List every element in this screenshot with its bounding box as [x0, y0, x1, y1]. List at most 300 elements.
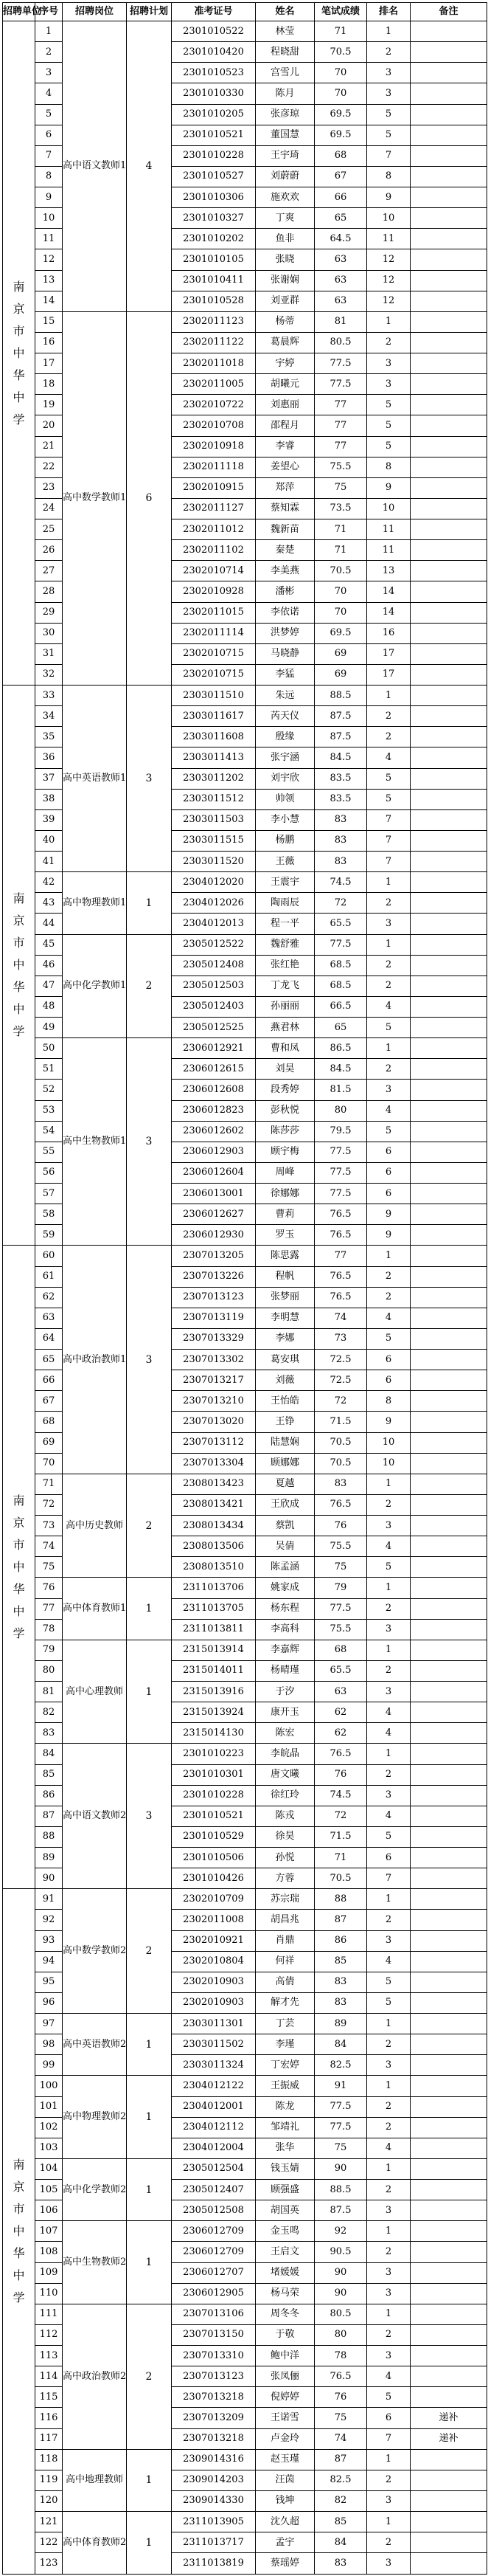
- ticket-cell: 2307013302: [172, 1350, 256, 1370]
- ticket-cell: 2302010715: [172, 643, 256, 664]
- score-cell: 82.5: [315, 2055, 367, 2076]
- name-cell: 李美燕: [256, 561, 315, 581]
- rank-cell: 1: [367, 1744, 411, 1764]
- rank-cell: 5: [367, 1121, 411, 1142]
- index-cell: 94: [35, 1951, 63, 1972]
- remark-cell: [411, 1370, 487, 1391]
- index-cell: 10: [35, 208, 63, 229]
- remark-cell: [411, 477, 487, 498]
- rank-cell: 2: [367, 2324, 411, 2345]
- ticket-cell: 2306012903: [172, 1142, 256, 1162]
- score-cell: 83: [315, 2553, 367, 2575]
- score-cell: 70.5: [315, 1868, 367, 1889]
- score-cell: 63: [315, 1682, 367, 1702]
- rank-cell: 2: [367, 1266, 411, 1287]
- name-cell: 刘蔚蔚: [256, 166, 315, 187]
- index-cell: 117: [35, 2428, 63, 2449]
- unit-cell: 南 京 市 中 华 中 学: [3, 686, 35, 1246]
- score-cell: 74.5: [315, 1785, 367, 1806]
- rank-cell: 12: [367, 249, 411, 270]
- plan-cell: 1: [127, 2449, 172, 2511]
- score-cell: 79.5: [315, 1121, 367, 1142]
- index-cell: 88: [35, 1826, 63, 1847]
- remark-cell: [411, 166, 487, 187]
- rank-cell: 2: [367, 2096, 411, 2117]
- table-row: [3, 2304, 487, 2324]
- remark-cell: [411, 311, 487, 332]
- rank-cell: 1: [367, 1038, 411, 1059]
- rank-cell: 3: [367, 83, 411, 104]
- ticket-cell: 2315013916: [172, 1682, 256, 1702]
- ticket-cell: 2311013706: [172, 1578, 256, 1598]
- index-cell: 40: [35, 830, 63, 851]
- ticket-cell: 2307013217: [172, 1370, 256, 1391]
- index-cell: 49: [35, 1018, 63, 1038]
- ticket-cell: 2302011127: [172, 498, 256, 519]
- position-cell: 高中英语教师1: [63, 686, 127, 872]
- remark-cell: [411, 1910, 487, 1930]
- ticket-cell: 2306012905: [172, 2283, 256, 2304]
- score-cell: 80.5: [315, 332, 367, 353]
- name-cell: 丁宏婷: [256, 2055, 315, 2076]
- score-cell: 70.5: [315, 1432, 367, 1453]
- score-cell: 83: [315, 809, 367, 830]
- rank-cell: 4: [367, 1806, 411, 1826]
- name-cell: 张宇涵: [256, 747, 315, 768]
- header-index: 序号: [35, 3, 63, 21]
- name-cell: 鱼非: [256, 229, 315, 249]
- score-cell: 76.5: [315, 1266, 367, 1287]
- rank-cell: 3: [367, 2553, 411, 2575]
- table-row: [3, 2449, 487, 2470]
- rank-cell: 5: [367, 125, 411, 145]
- rank-cell: 7: [367, 145, 411, 166]
- index-cell: 71: [35, 1474, 63, 1494]
- position-cell: 高中地理教师: [63, 2449, 127, 2511]
- score-cell: 69.5: [315, 104, 367, 125]
- score-cell: 76.5: [315, 2366, 367, 2387]
- remark-cell: [411, 540, 487, 561]
- index-cell: 89: [35, 1848, 63, 1868]
- name-cell: 张凤俪: [256, 2366, 315, 2387]
- remark-cell: [411, 1848, 487, 1868]
- position-cell: 高中数学教师2: [63, 1889, 127, 2014]
- score-cell: 84: [315, 2034, 367, 2055]
- index-cell: 109: [35, 2262, 63, 2283]
- index-cell: 81: [35, 1682, 63, 1702]
- score-cell: 75.5: [315, 1536, 367, 1557]
- name-cell: 赵玉瑾: [256, 2449, 315, 2470]
- rank-cell: 5: [367, 104, 411, 125]
- name-cell: 顾宇梅: [256, 1142, 315, 1162]
- ticket-cell: 2315014011: [172, 1660, 256, 1681]
- score-cell: 70.5: [315, 1453, 367, 1474]
- score-cell: 71: [315, 519, 367, 540]
- name-cell: 杨晴瑾: [256, 1660, 315, 1681]
- score-cell: 72: [315, 1391, 367, 1412]
- index-cell: 39: [35, 809, 63, 830]
- rank-cell: 9: [367, 1204, 411, 1225]
- remark-cell: [411, 457, 487, 477]
- score-cell: 70: [315, 581, 367, 602]
- score-cell: 77: [315, 415, 367, 436]
- rank-cell: 11: [367, 519, 411, 540]
- index-cell: 118: [35, 2449, 63, 2470]
- remark-cell: [411, 436, 487, 457]
- index-cell: 33: [35, 686, 63, 706]
- remark-cell: [411, 623, 487, 643]
- remark-cell: [411, 2304, 487, 2324]
- position-cell: 高中物理教师2: [63, 2076, 127, 2159]
- index-cell: 5: [35, 104, 63, 125]
- remark-cell: [411, 686, 487, 706]
- remark-cell: [411, 2221, 487, 2242]
- index-cell: 34: [35, 706, 63, 727]
- index-cell: 68: [35, 1412, 63, 1432]
- index-cell: 86: [35, 1785, 63, 1806]
- ticket-cell: 2301010306: [172, 187, 256, 208]
- index-cell: 83: [35, 1723, 63, 1744]
- score-cell: 83: [315, 1972, 367, 1992]
- ticket-cell: 2307013205: [172, 1246, 256, 1266]
- table-row: [3, 2076, 487, 2096]
- table-row: [3, 934, 487, 955]
- table-row: [3, 1640, 487, 1660]
- ticket-cell: 2307013123: [172, 1287, 256, 1308]
- score-cell: 90: [315, 2158, 367, 2179]
- score-cell: 80: [315, 2324, 367, 2345]
- rank-cell: 2: [367, 42, 411, 63]
- remark-cell: [411, 768, 487, 789]
- position-cell: 高中政治教师1: [63, 1246, 127, 1474]
- ticket-cell: 2307013119: [172, 1308, 256, 1328]
- rank-cell: 2: [367, 1764, 411, 1785]
- ticket-cell: 2308013510: [172, 1557, 256, 1578]
- index-cell: 72: [35, 1494, 63, 1515]
- ticket-cell: 2302011123: [172, 311, 256, 332]
- score-cell: 75: [315, 477, 367, 498]
- table-row: [3, 21, 487, 42]
- ticket-cell: 2306012615: [172, 1059, 256, 1080]
- remark-cell: [411, 1744, 487, 1764]
- rank-cell: 3: [367, 1930, 411, 1951]
- rank-cell: 5: [367, 415, 411, 436]
- score-cell: 80.5: [315, 2304, 367, 2324]
- index-cell: 32: [35, 664, 63, 685]
- index-cell: 42: [35, 872, 63, 893]
- score-cell: 89: [315, 2014, 367, 2034]
- remark-cell: [411, 2387, 487, 2408]
- header-row: [3, 3, 487, 21]
- rank-cell: 5: [367, 1992, 411, 2013]
- plan-cell: 1: [127, 2158, 172, 2220]
- score-cell: 82.5: [315, 2470, 367, 2490]
- ticket-cell: 2307013123: [172, 2366, 256, 2387]
- index-cell: 61: [35, 1266, 63, 1287]
- ticket-cell: 2302010722: [172, 395, 256, 415]
- index-cell: 43: [35, 893, 63, 914]
- score-cell: 72.5: [315, 1350, 367, 1370]
- name-cell: 陶雨辰: [256, 893, 315, 914]
- ticket-cell: 2302010928: [172, 581, 256, 602]
- ticket-cell: 2307013209: [172, 2408, 256, 2428]
- index-cell: 3: [35, 63, 63, 83]
- rank-cell: 3: [367, 374, 411, 395]
- name-cell: 王薇: [256, 852, 315, 872]
- position-cell: 高中生物教师1: [63, 1038, 127, 1246]
- index-cell: 87: [35, 1806, 63, 1826]
- remark-cell: [411, 1350, 487, 1370]
- table-row: [3, 2158, 487, 2179]
- score-cell: 78: [315, 2346, 367, 2366]
- name-cell: 林莹: [256, 21, 315, 42]
- name-cell: 蔡凯: [256, 1516, 315, 1536]
- rank-cell: 6: [367, 2408, 411, 2428]
- rank-cell: 3: [367, 2200, 411, 2221]
- rank-cell: 8: [367, 166, 411, 187]
- index-cell: 53: [35, 1100, 63, 1121]
- rank-cell: 2: [367, 1598, 411, 1619]
- index-cell: 2: [35, 42, 63, 63]
- name-cell: 丁爽: [256, 208, 315, 229]
- index-cell: 119: [35, 2470, 63, 2490]
- plan-cell: 1: [127, 2221, 172, 2304]
- ticket-cell: 2303011515: [172, 830, 256, 851]
- name-cell: 李高科: [256, 1619, 315, 1640]
- table-row: [3, 311, 487, 332]
- index-cell: 74: [35, 1536, 63, 1557]
- ticket-cell: 2302011122: [172, 332, 256, 353]
- ticket-cell: 2305012408: [172, 955, 256, 976]
- index-cell: 1: [35, 21, 63, 42]
- name-cell: 曹莉: [256, 1204, 315, 1225]
- score-cell: 66: [315, 187, 367, 208]
- remark-cell: [411, 2076, 487, 2096]
- ticket-cell: 2304012020: [172, 872, 256, 893]
- rank-cell: 1: [367, 21, 411, 42]
- ticket-cell: 2309014316: [172, 2449, 256, 2470]
- ticket-cell: 2305012407: [172, 2180, 256, 2200]
- rank-cell: 7: [367, 852, 411, 872]
- index-cell: 77: [35, 1598, 63, 1619]
- name-cell: 陈孟涵: [256, 1557, 315, 1578]
- score-cell: 65.5: [315, 1660, 367, 1681]
- plan-cell: 1: [127, 1578, 172, 1640]
- position-cell: 高中英语教师2: [63, 2014, 127, 2076]
- ticket-cell: 2302011018: [172, 353, 256, 374]
- ticket-cell: 2307013112: [172, 1432, 256, 1453]
- name-cell: 葛安琪: [256, 1350, 315, 1370]
- name-cell: 刘宇欣: [256, 768, 315, 789]
- ticket-cell: 2301010527: [172, 166, 256, 187]
- score-cell: 83: [315, 830, 367, 851]
- position-cell: 高中历史教师: [63, 1474, 127, 1578]
- score-cell: 92: [315, 2221, 367, 2242]
- rank-cell: 4: [367, 1536, 411, 1557]
- ticket-cell: 2303011502: [172, 2034, 256, 2055]
- ticket-cell: 2307013218: [172, 2428, 256, 2449]
- name-cell: 沈久超: [256, 2512, 315, 2532]
- name-cell: 李嘉辉: [256, 1640, 315, 1660]
- ticket-cell: 2301010301: [172, 1764, 256, 1785]
- index-cell: 62: [35, 1287, 63, 1308]
- ticket-cell: 2302011008: [172, 1910, 256, 1930]
- index-cell: 102: [35, 2117, 63, 2138]
- score-cell: 72: [315, 893, 367, 914]
- ticket-cell: 2306012602: [172, 1121, 256, 1142]
- remark-cell: [411, 809, 487, 830]
- rank-cell: 11: [367, 540, 411, 561]
- index-cell: 38: [35, 789, 63, 809]
- table-row: [3, 2512, 487, 2532]
- rank-cell: 2: [367, 2532, 411, 2553]
- remark-cell: [411, 2512, 487, 2532]
- score-cell: 86: [315, 1930, 367, 1951]
- score-cell: 62: [315, 1702, 367, 1723]
- remark-cell: [411, 1080, 487, 1100]
- score-cell: 76: [315, 1516, 367, 1536]
- index-cell: 112: [35, 2324, 63, 2345]
- index-cell: 58: [35, 1204, 63, 1225]
- score-cell: 91: [315, 2076, 367, 2096]
- name-cell: 魏新苗: [256, 519, 315, 540]
- remark-cell: [411, 852, 487, 872]
- index-cell: 122: [35, 2532, 63, 2553]
- ticket-cell: 2315013914: [172, 1640, 256, 1660]
- index-cell: 56: [35, 1162, 63, 1183]
- index-cell: 7: [35, 145, 63, 166]
- index-cell: 114: [35, 2366, 63, 2387]
- rank-cell: 5: [367, 2387, 411, 2408]
- index-cell: 48: [35, 996, 63, 1017]
- rank-cell: 3: [367, 2262, 411, 2283]
- rank-cell: 2: [367, 2180, 411, 2200]
- ticket-cell: 2304012026: [172, 893, 256, 914]
- rank-cell: 2: [367, 2470, 411, 2490]
- name-cell: 葛晨辉: [256, 332, 315, 353]
- score-cell: 71: [315, 1848, 367, 1868]
- table-row: [3, 2221, 487, 2242]
- rank-cell: 3: [367, 1785, 411, 1806]
- score-cell: 87: [315, 1910, 367, 1930]
- rank-cell: 10: [367, 208, 411, 229]
- score-cell: 62: [315, 1723, 367, 1744]
- remark-cell: [411, 1536, 487, 1557]
- score-cell: 76.5: [315, 1494, 367, 1515]
- name-cell: 段秀婷: [256, 1080, 315, 1100]
- remark-cell: [411, 1992, 487, 2013]
- unit-cell: 南 京 市 中 华 中 学: [3, 1246, 35, 1889]
- name-cell: 马晓静: [256, 643, 315, 664]
- table-row: [3, 872, 487, 893]
- ticket-cell: 2301010522: [172, 21, 256, 42]
- name-cell: 陈思露: [256, 1246, 315, 1266]
- name-cell: 杨马荣: [256, 2283, 315, 2304]
- ticket-cell: 2301010420: [172, 42, 256, 63]
- score-cell: 76.5: [315, 1287, 367, 1308]
- name-cell: 蔡瑶婷: [256, 2553, 315, 2575]
- name-cell: 杨蒂: [256, 311, 315, 332]
- name-cell: 夏越: [256, 1474, 315, 1494]
- score-cell: 83: [315, 1474, 367, 1494]
- remark-cell: [411, 2117, 487, 2138]
- name-cell: 解才先: [256, 1992, 315, 2013]
- name-cell: 胡国英: [256, 2200, 315, 2221]
- index-cell: 78: [35, 1619, 63, 1640]
- remark-cell: [411, 1266, 487, 1287]
- ticket-cell: 2303011520: [172, 852, 256, 872]
- name-cell: 李依诺: [256, 602, 315, 623]
- name-cell: 卢金玲: [256, 2428, 315, 2449]
- index-cell: 80: [35, 1660, 63, 1681]
- header-score: 笔试成绩: [315, 3, 367, 21]
- remark-cell: [411, 1018, 487, 1038]
- name-cell: 钱坤: [256, 2490, 315, 2511]
- table-row: [3, 1474, 487, 1494]
- index-cell: 59: [35, 1225, 63, 1246]
- remark-cell: [411, 2055, 487, 2076]
- remark-cell: [411, 1557, 487, 1578]
- rank-cell: 5: [367, 1557, 411, 1578]
- remark-cell: [411, 249, 487, 270]
- rank-cell: 2: [367, 706, 411, 727]
- index-cell: 13: [35, 270, 63, 291]
- remark-cell: [411, 270, 487, 291]
- remark-cell: [411, 2034, 487, 2055]
- score-cell: 75: [315, 2138, 367, 2158]
- score-cell: 77.5: [315, 2096, 367, 2117]
- name-cell: 燕君林: [256, 1018, 315, 1038]
- index-cell: 17: [35, 353, 63, 374]
- rank-cell: 1: [367, 2512, 411, 2532]
- score-cell: 72: [315, 1806, 367, 1826]
- rank-cell: 4: [367, 1100, 411, 1121]
- ticket-cell: 2308013506: [172, 1536, 256, 1557]
- plan-cell: 2: [127, 2304, 172, 2449]
- name-cell: 王启文: [256, 2242, 315, 2262]
- remark-cell: [411, 1453, 487, 1474]
- remark-cell: [411, 1121, 487, 1142]
- index-cell: 96: [35, 1992, 63, 2013]
- name-cell: 陈月: [256, 83, 315, 104]
- score-cell: 85: [315, 2512, 367, 2532]
- plan-cell: 3: [127, 1038, 172, 1246]
- rank-cell: 6: [367, 1162, 411, 1183]
- remark-cell: [411, 1598, 487, 1619]
- index-cell: 115: [35, 2387, 63, 2408]
- remark-cell: [411, 395, 487, 415]
- score-cell: 87: [315, 2449, 367, 2470]
- position-cell: 高中政治教师2: [63, 2304, 127, 2449]
- index-cell: 54: [35, 1121, 63, 1142]
- position-cell: 高中物理教师1: [63, 872, 127, 934]
- index-cell: 47: [35, 976, 63, 996]
- ticket-cell: 2304012112: [172, 2117, 256, 2138]
- index-cell: 121: [35, 2512, 63, 2532]
- remark-cell: [411, 2346, 487, 2366]
- name-cell: 潘彬: [256, 581, 315, 602]
- remark-cell: [411, 415, 487, 436]
- ticket-cell: 2302010804: [172, 1951, 256, 1972]
- ticket-cell: 2301010105: [172, 249, 256, 270]
- rank-cell: 2: [367, 955, 411, 976]
- rank-cell: 1: [367, 1474, 411, 1494]
- remark-cell: [411, 1184, 487, 1204]
- score-cell: 88: [315, 1889, 367, 1910]
- remark-cell: [411, 561, 487, 581]
- remark-cell: [411, 2490, 487, 2511]
- ticket-cell: 2307013210: [172, 1391, 256, 1412]
